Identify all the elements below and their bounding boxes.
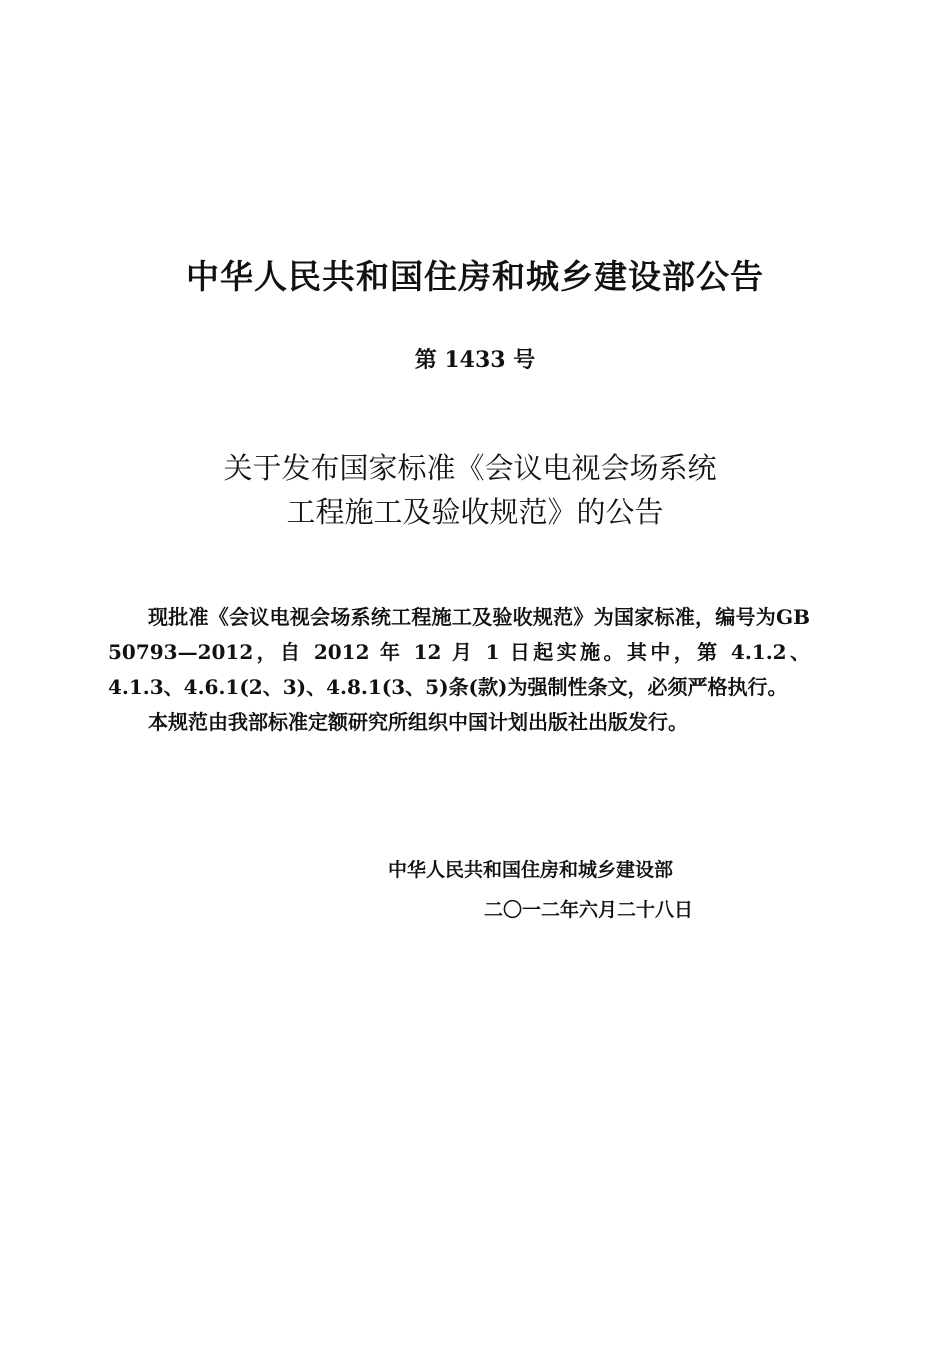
notice-title: [0, 446, 950, 534]
notice-title-line-2: 工程施工及验收规范》的公告: [286, 495, 664, 529]
body-text: [108, 600, 810, 740]
issue-date: 二〇一二年六月二十八日: [484, 899, 694, 921]
main-title: 中华人民共和国住房和城乡建设部公告: [186, 257, 764, 296]
announcement-number: 第 1433 号: [414, 347, 536, 373]
issuer-name: 中华人民共和国住房和城乡建设部: [388, 859, 674, 881]
body-paragraph-publication: 本规范由我部标准定额研究所组织中国计划出版社出版发行。: [148, 710, 688, 734]
body-paragraph-approval: 现批准《会议电视会场系统工程施工及验收规范》为国家标准，编号为GB 50793—2012，自 2012 年 12 月 1 日起实施。其中，第 4.1.2、4.1.3、4.6.1(2、3)、4.8.1(3、5)条(款)为强制性条文，必须严格执行。: [108, 605, 810, 699]
notice-title-line-1: 关于发布国家标准《会议电视会场系统: [223, 451, 717, 485]
